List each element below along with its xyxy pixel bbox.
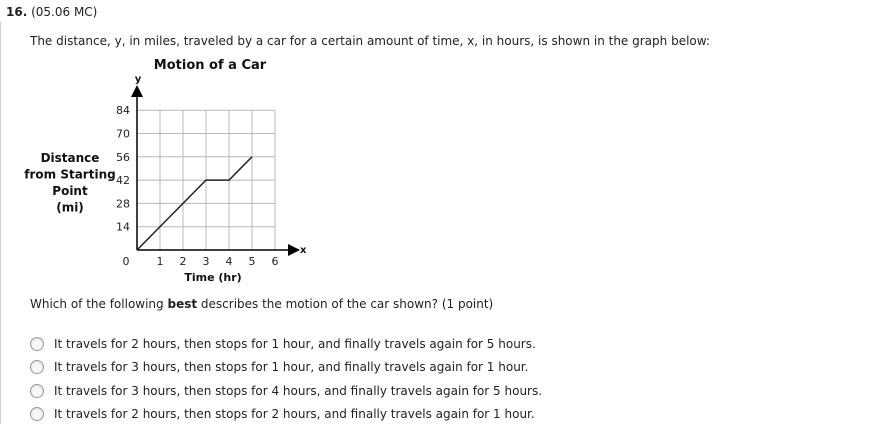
y-axis-label-line: Point [52,184,88,198]
question-ask-bold: best [167,297,197,311]
y-tick-label: 42 [116,174,130,187]
x-tick-label: 4 [226,255,233,268]
radio-button[interactable] [30,337,44,351]
answer-option-text: It travels for 3 hours, then stops for 4 hours, and finally travels again for 5 hours. [54,384,542,398]
x-tick-label: 1 [157,255,164,268]
question-prompt: The distance, y, in miles, traveled by a car for a certain amount of time, x, in hours, is shown in the graph below: [30,34,710,48]
y-axis-label-line: (mi) [56,201,84,215]
y-axis-label [24,151,115,215]
question-header [6,5,97,19]
x-tick-label: 5 [249,255,256,268]
question-ask-post: describes the motion of the car shown? (1 point) [197,297,493,311]
answer-option-text: It travels for 3 hours, then stops for 1 hour, and finally travels again for 1 hour. [54,360,528,374]
answer-options [30,332,542,426]
radio-button[interactable] [30,384,44,398]
y-axis-label-line: Distance [41,151,100,165]
answer-option[interactable] [30,332,542,356]
question-number: 16. [6,5,27,19]
answer-option-text: It travels for 2 hours, then stops for 1 hour, and finally travels again for 5 hours. [54,337,536,351]
x-tick-label: 3 [203,255,210,268]
answer-option[interactable] [30,356,542,380]
y-tick-label: 84 [116,104,130,117]
radio-button[interactable] [30,360,44,374]
x-tick-label: 2 [180,255,187,268]
question-ask [30,297,493,311]
answer-option[interactable] [30,379,542,403]
x-axis-letter: x [300,245,307,256]
question-code: (05.06 MC) [31,5,97,19]
motion-chart [0,50,881,290]
chart-ticks [116,104,279,268]
y-axis-letter: y [135,74,142,85]
answer-option[interactable] [30,403,542,426]
y-axis-label-line: from Starting [24,168,115,182]
chart-title: Motion of a Car [154,58,267,73]
question-ask-pre: Which of the following [30,297,167,311]
x-tick-label: 6 [272,255,279,268]
y-tick-label: 56 [116,151,130,164]
y-tick-label: 14 [116,221,130,234]
radio-button[interactable] [30,407,44,421]
y-tick-label: 70 [116,128,130,141]
answer-option-text: It travels for 2 hours, then stops for 2 hours, and finally travels again for 1 hour. [54,407,535,421]
y-tick-label: 28 [116,197,130,210]
x-axis-title: Time (hr) [184,271,241,284]
x-tick-label: 0 [123,255,130,268]
